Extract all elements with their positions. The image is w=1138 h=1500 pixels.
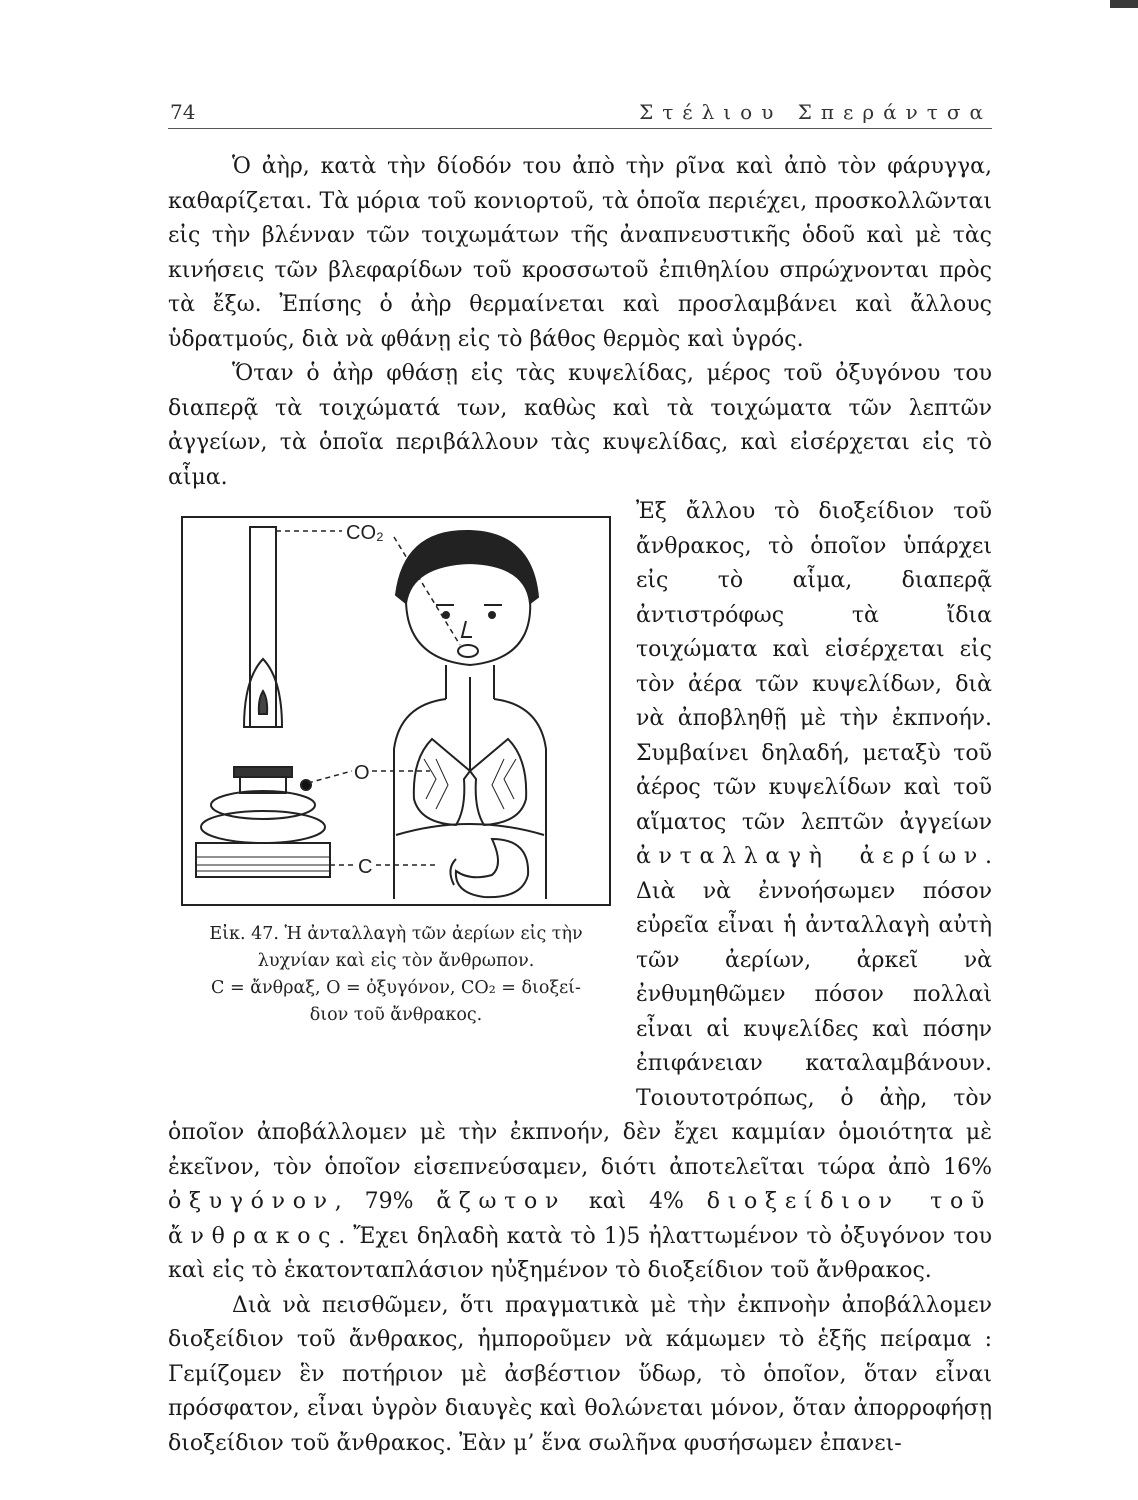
caption-line-4: διον τοῦ ἄνθρακος.	[309, 1005, 483, 1025]
p3-part-e: . Ἔχει δηλαδὴ κατὰ τὸ 1)5 ἠλαττωμένον τὸ ὀξυγόνον του καὶ εἰς τὸ ἑκατονταπλάσιον ηὐξημένον τὸ διοξείδιον τοῦ ἄνθρακος.	[168, 1223, 992, 1283]
oil-lamp	[196, 527, 330, 877]
figure-47	[174, 509, 618, 1101]
right-eye	[489, 612, 495, 618]
lamp-base-lines	[196, 857, 330, 871]
hair	[396, 531, 538, 603]
page-number: 74	[170, 100, 196, 124]
stomach	[456, 839, 528, 897]
running-header	[168, 98, 992, 129]
label-co2: CO₂	[346, 522, 384, 544]
o-leader-lamp	[308, 771, 352, 783]
nose	[462, 621, 472, 637]
p3-part-d: καὶ 4%	[588, 1189, 684, 1214]
caption-line-3: C = ἄνθραξ, O = ὀξυγόνον, CO₂ = διοξεί-	[211, 978, 581, 998]
left-lung	[414, 739, 470, 825]
gas-exchange-illustration	[174, 509, 618, 913]
figure-caption	[174, 921, 618, 1029]
left-eye	[443, 612, 449, 618]
paragraph-2: Ὅταν ὁ ἀὴρ φθάσῃ εἰς τὰς κυψελίδας, μέρος τοῦ ὀξυγόνου του διαπερᾷ τὰ τοιχώματά των, καθὼς καὶ τὰ τοιχώματα τῶν λεπτῶν ἀγγείων, τὰ ὁποῖα περιβάλλουν τὰς κυψελίδας, καὶ εἰσέρχεται εἰς τὸ αἷμα.	[168, 361, 992, 490]
label-c: C	[358, 856, 373, 878]
caption-line-2: λυχνίαν καὶ εἰς τὸν ἄνθρωπον.	[257, 951, 535, 971]
caption-line-1: Εἰκ. 47. Ἡ ἀνταλλαγὴ τῶν ἀερίων εἰς τὴν	[209, 924, 583, 944]
p3-oxygen-term: ὀξυγόνον	[168, 1189, 335, 1214]
human-figure	[394, 531, 546, 899]
face	[406, 599, 530, 665]
paragraph-1: Ὁ ἀὴρ, κατὰ τὴν δίοδόν του ἀπὸ τὴν ρῖνα καὶ ἀπὸ τὸν φάρυγγα, καθαρίζεται. Τὰ μόρια τοῦ κονιορτοῦ, τὰ ὁποῖα περιέχει, προσκολλῶνται εἰς τὴν βλένναν τῶν τοιχωμάτων τῆς ἀναπνευστικῆς ὁδοῦ καὶ μὲ τὰς κινήσεις τῶν βλεφαρίδων τοῦ κροσσωτοῦ ἐπιθηλίου σπρώχνονται πρὸς τὰ ἔξω. Ἐπίσης ὁ ἀὴρ θερμαίνεται καὶ προσλαμβάνει καὶ ἄλλους ὑδρατμούς, διὰ νὰ φθάνῃ εἰς τὸ βάθος θερμὸς καὶ ὑγρός.	[168, 154, 992, 352]
lamp-flame	[259, 691, 267, 714]
p3-part-c: , 79%	[334, 1189, 414, 1214]
lamp-knob	[301, 780, 311, 790]
p3-part-a: Ἐξ ἄλλου τὸ διοξείδιον τοῦ ἄνθρακος, τὸ ὁποῖον ὑπάρχει εἰς τὸ αἷμα, διαπερᾷ ἀντιστρόφως τὰ ἴδια τοιχώματα καὶ εἰσέρχεται εἰς τὸν ἀέρα τῶν κυψελίδων, διὰ νὰ ἀποβληθῇ μὲ τὴν ἐκπνοήν. Συμβαίνει δηλαδή, μεταξὺ τοῦ ἀέρος τῶν κυψελίδων καὶ τοῦ αἵματος τῶν λεπτῶν ἀγγείων	[636, 499, 992, 835]
scan-edge-mark	[1110, 0, 1138, 8]
p3-part-b: . Διὰ νὰ ἐννοήσωμεν πόσον εὐρεῖα εἶναι ἡ ἀνταλλαγὴ αὐτὴ τῶν ἀερίων, ἀρκεῖ νὰ ἐνθυμηθῶμεν πόσον πολλαὶ εἶναι αἱ κυψελίδες καὶ πόσην ἐπιφάνειαν καταλαμβάνουν. Τοιουτοτρόπως, ὁ ἀὴρ, τὸν ὁποῖον ἀποβάλλομεν μὲ τὴν ἐκπνοήν, δὲν ἔχει καμμίαν ὁμοιότητα μὲ ἐκεῖνον, τὸν ὁποῖον εἰσεπνεύσαμεν, διότι ἀποτελεῖται τώρα ἀπὸ 16%	[168, 844, 992, 1180]
paragraph-4: Διὰ νὰ πεισθῶμεν, ὅτι πραγματικὰ μὲ τὴν ἐκπνοὴν ἀποβάλλομεν διοξείδιον τοῦ ἄνθρακος, ἠμποροῦμεν νὰ κάμωμεν τὸ ἑξῆς πείραμα : Γεμίζομεν ἓν ποτήριον μὲ ἀσβέστιον ὕδωρ, τὸ ὁποῖον, ὅταν εἶναι πρόσφατον, εἶναι ὑγρὸν διαυγὲς καὶ θολώνεται μόνον, ὅταν ἀπορροφήσῃ διοξείδιον τοῦ ἄνθρακος. Ἐὰν μ’ ἕνα σωλῆνα φυσήσωμεν ἐπανει-	[168, 1292, 992, 1456]
diaphragm	[396, 824, 544, 835]
p3-nitrogen-term: ἄζωτον	[436, 1189, 567, 1214]
right-lung	[470, 739, 526, 825]
lamp-collar	[234, 767, 292, 777]
lamp-base	[196, 843, 330, 877]
label-o: O	[354, 762, 370, 784]
body-text	[168, 150, 992, 1461]
p3-spaced-term: ἀνταλλαγὴ ἀερίων	[636, 844, 985, 869]
running-title: Στέλιου Σπεράντσα	[639, 100, 992, 124]
lamp-ring-lower	[201, 811, 325, 843]
p3-co2-term: διοξείδιον τοῦ ἄνθρακος	[168, 1189, 992, 1249]
mouth	[458, 645, 478, 657]
